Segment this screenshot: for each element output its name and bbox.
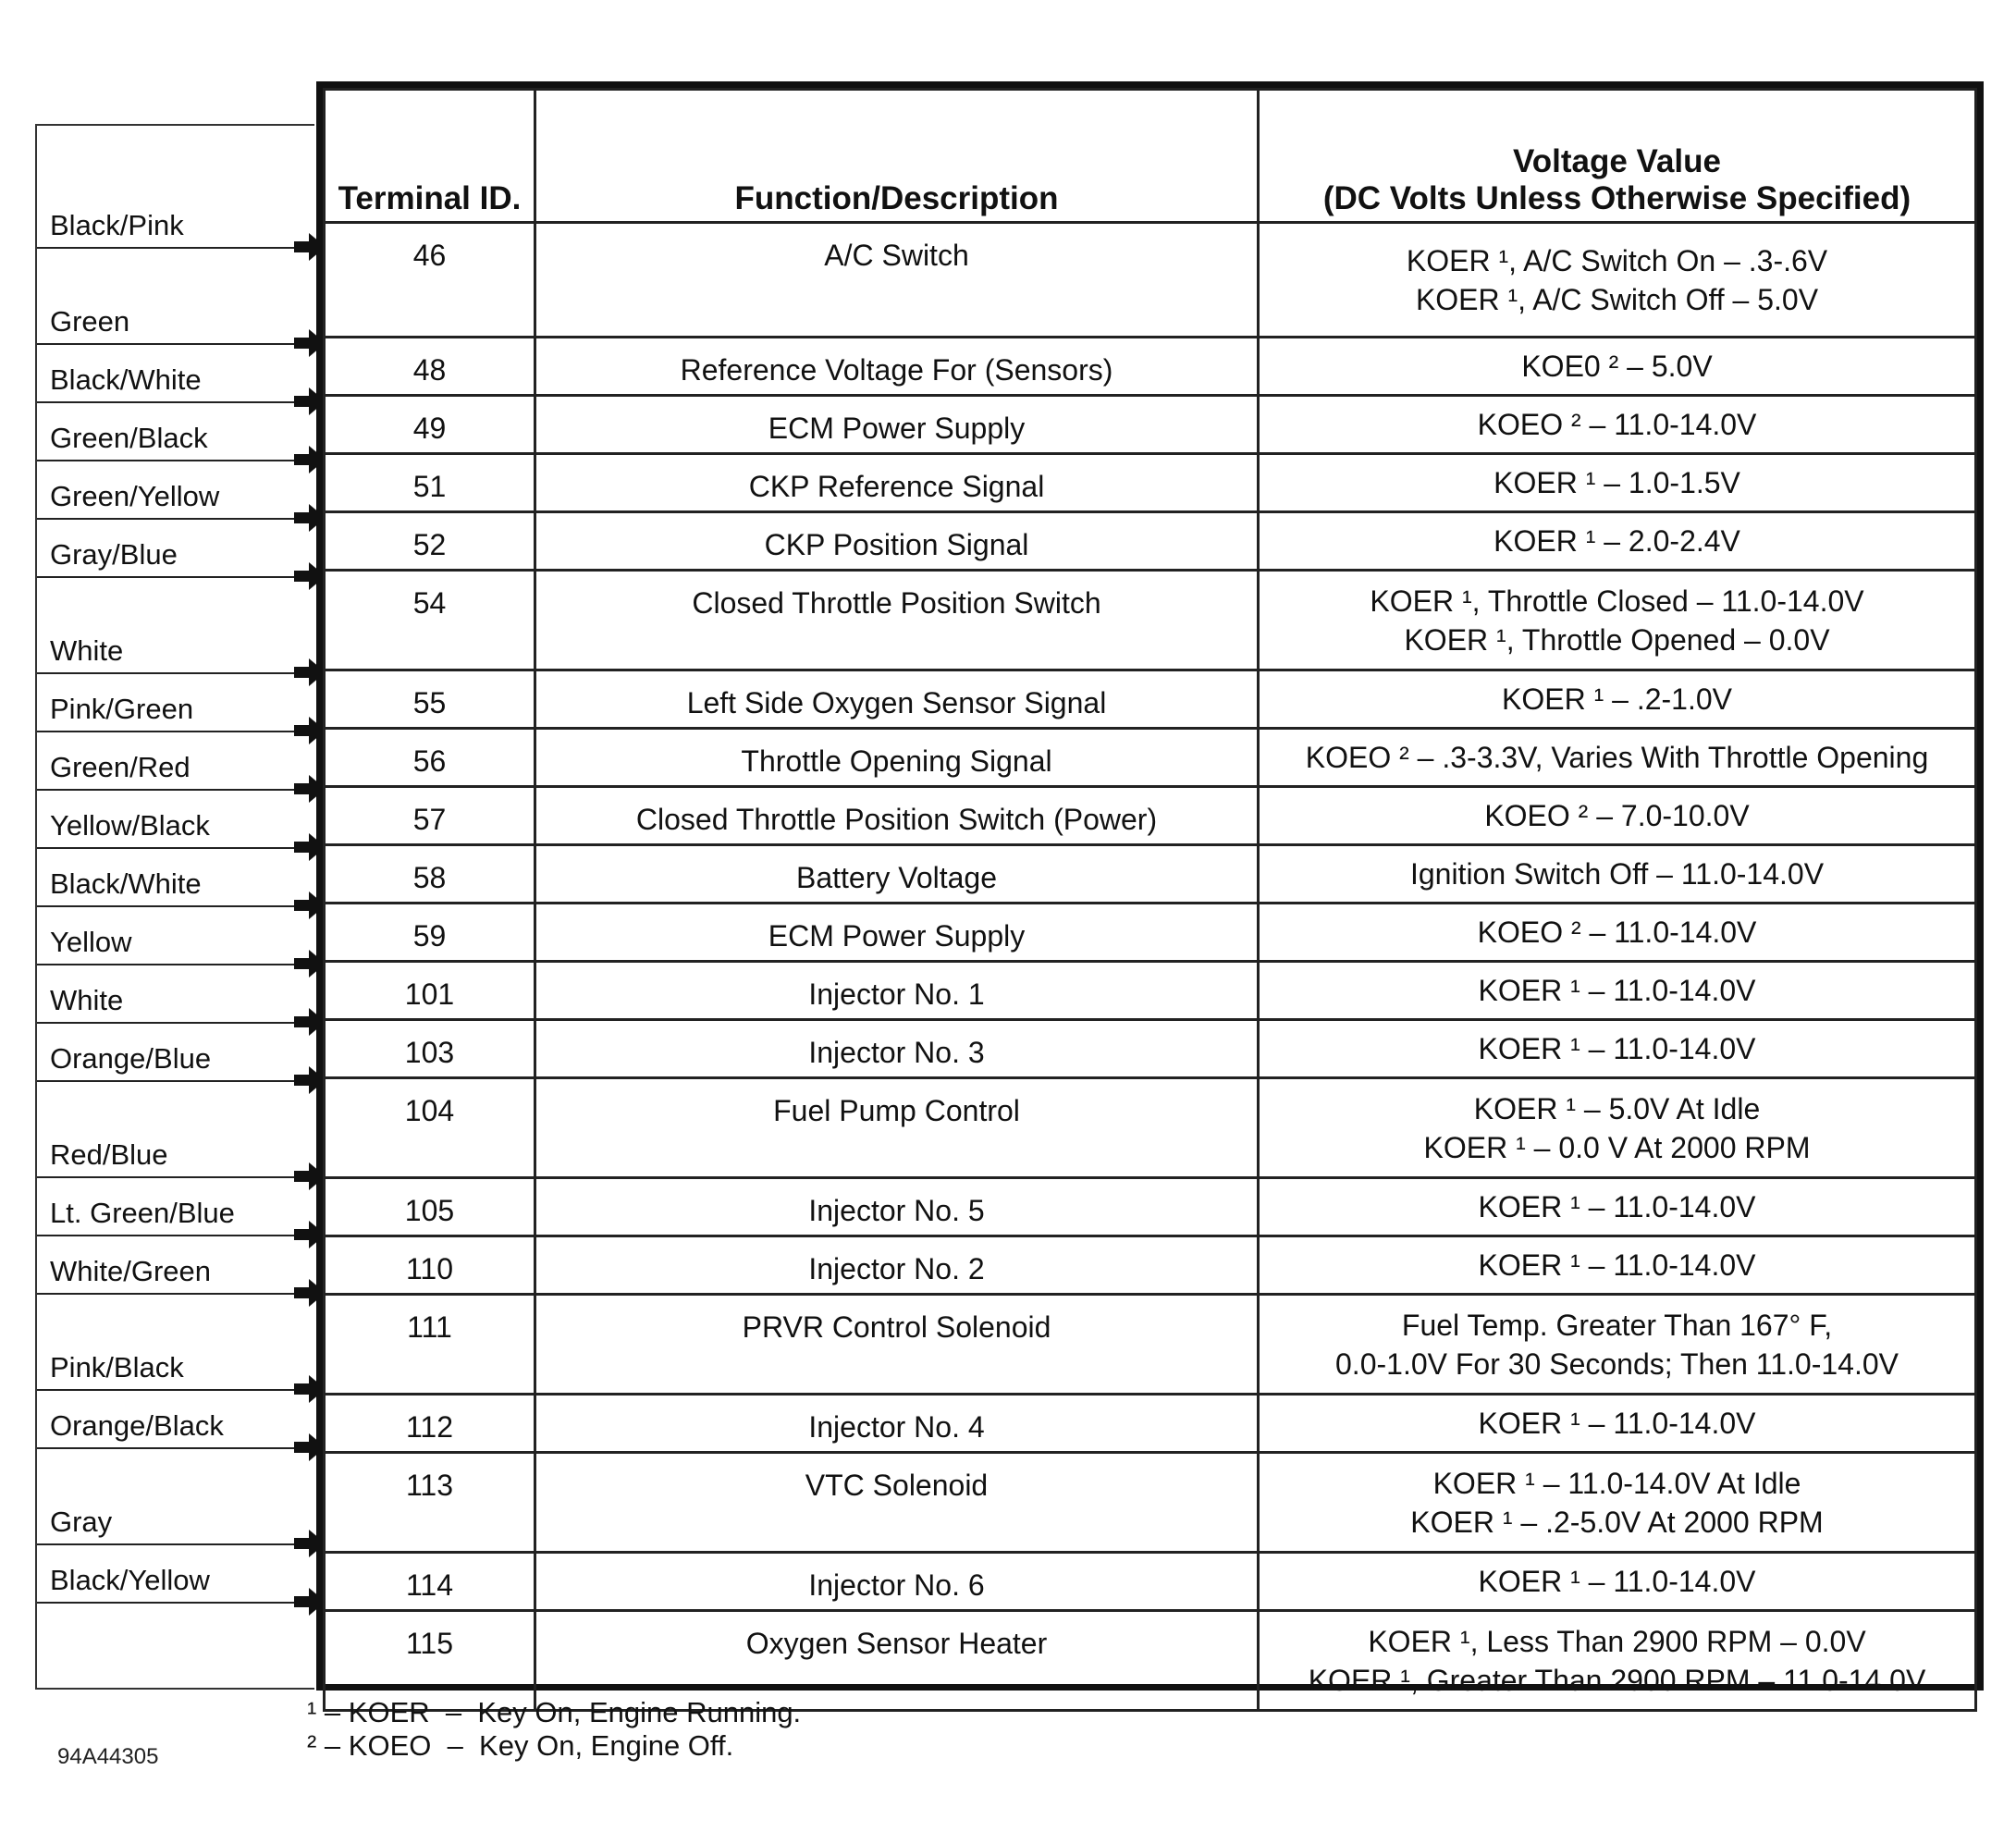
wire-line	[37, 672, 294, 674]
table-row	[325, 1178, 1976, 1236]
wire-color-row	[37, 305, 314, 344]
function-cell: Injector No. 6	[535, 1553, 1259, 1611]
table-row	[325, 787, 1976, 845]
wire-line	[37, 1176, 294, 1178]
function-cell: Oxygen Sensor Heater	[535, 1611, 1259, 1711]
wire-line	[37, 460, 294, 461]
function-cell: Battery Voltage	[535, 845, 1259, 904]
wire-line	[37, 576, 294, 578]
terminal-id-cell: 104	[325, 1078, 535, 1178]
function-cell: Fuel Pump Control	[535, 1078, 1259, 1178]
wire-color-row	[37, 809, 314, 848]
voltage-cell	[1259, 454, 1976, 512]
voltage-line: KOER ¹, Throttle Closed – 11.0-14.0V	[1370, 584, 1864, 618]
voltage-line: Fuel Temp. Greater Than 167° F,	[1401, 1308, 1833, 1342]
wire-color-row	[37, 751, 314, 790]
wire-line	[37, 1602, 294, 1604]
wire-color-label: Black/White	[50, 867, 202, 900]
wire-line	[37, 1447, 294, 1449]
voltage-line: KOER ¹ – 11.0-14.0V	[1478, 1032, 1756, 1065]
voltage-line: Ignition Switch Off – 11.0-14.0V	[1409, 857, 1825, 891]
voltage-cell	[1259, 729, 1976, 787]
voltage-line: KOEO ² – 11.0-14.0V	[1477, 408, 1757, 441]
terminal-id-cell: 114	[325, 1553, 535, 1611]
figure-id: 94A44305	[57, 1744, 159, 1769]
terminal-id-cell: 55	[325, 670, 535, 729]
voltage-line: KOER ¹, Throttle Opened – 0.0V	[1404, 622, 1830, 657]
wire-color-label: Orange/Black	[50, 1409, 224, 1442]
table-row	[325, 512, 1976, 571]
terminal-id-cell: 56	[325, 729, 535, 787]
wire-color-row	[37, 209, 314, 248]
terminal-id-cell: 115	[325, 1611, 535, 1711]
voltage-cell	[1259, 670, 1976, 729]
function-cell: A/C Switch	[535, 223, 1259, 338]
wire-color-label: Gray/Blue	[50, 538, 178, 571]
voltage-line: KOER ¹ – 11.0-14.0V	[1478, 1248, 1756, 1282]
table-row	[325, 1553, 1976, 1611]
wire-line	[37, 731, 294, 732]
voltage-line: KOER ¹ – 11.0-14.0V	[1478, 1565, 1756, 1598]
wire-color-label: Yellow	[50, 926, 132, 958]
table-row	[325, 1020, 1976, 1078]
voltage-cell	[1259, 396, 1976, 454]
terminal-id-cell: 58	[325, 845, 535, 904]
wire-color-row	[37, 984, 314, 1023]
voltage-line: 0.0-1.0V For 30 Seconds; Then 11.0-14.0V	[1335, 1346, 1899, 1381]
wire-color-label: Green/Black	[50, 422, 208, 454]
wire-color-label: Yellow/Black	[50, 809, 210, 842]
footnote-koeo: ² – KOEO – Key On, Engine Off.	[307, 1729, 734, 1762]
terminal-id-cell: 112	[325, 1395, 535, 1453]
wire-color-label: Gray	[50, 1506, 113, 1538]
wire-line	[37, 1235, 294, 1236]
function-cell: Reference Voltage For (Sensors)	[535, 338, 1259, 396]
wire-color-row	[37, 1351, 314, 1390]
wire-line	[37, 847, 294, 849]
table-row	[325, 1236, 1976, 1295]
voltage-cell	[1259, 1078, 1976, 1178]
wire-color-label: Black/Yellow	[50, 1564, 210, 1596]
table-row	[325, 670, 1976, 729]
terminal-id-cell: 111	[325, 1295, 535, 1395]
voltage-cell	[1259, 512, 1976, 571]
terminal-id-cell: 49	[325, 396, 535, 454]
wire-color-label: Green/Red	[50, 751, 191, 783]
voltage-cell	[1259, 1395, 1976, 1453]
voltage-line: KOER ¹, Less Than 2900 RPM – 0.0V	[1368, 1624, 1866, 1658]
voltage-line: KOER ¹ – 11.0-14.0V	[1478, 1407, 1756, 1440]
terminal-id-cell: 48	[325, 338, 535, 396]
wire-color-label: White/Green	[50, 1255, 212, 1287]
voltage-line: KOER ¹ – 11.0-14.0V	[1478, 974, 1756, 1007]
header-voltage	[1259, 90, 1976, 223]
wire-line	[37, 1080, 294, 1082]
footnotes	[307, 1696, 801, 1763]
wire-color-label: Green	[50, 305, 130, 338]
header-terminal-id: Terminal ID.	[325, 90, 535, 223]
wire-color-label: Pink/Black	[50, 1351, 184, 1383]
function-cell: VTC Solenoid	[535, 1453, 1259, 1553]
voltage-line: KOEO ² – 7.0-10.0V	[1484, 799, 1750, 832]
wire-color-label: Green/Yellow	[50, 480, 220, 512]
terminal-id-cell: 105	[325, 1178, 535, 1236]
voltage-line: KOE0 ² – 5.0V	[1521, 350, 1713, 383]
voltage-cell	[1259, 904, 1976, 962]
voltage-cell	[1259, 338, 1976, 396]
wire-line	[37, 401, 294, 403]
wire-color-row	[37, 1138, 314, 1177]
table-row	[325, 1078, 1976, 1178]
header-voltage-line1: Voltage Value	[1513, 143, 1721, 179]
wire-color-row	[37, 363, 314, 402]
function-cell: Injector No. 2	[535, 1236, 1259, 1295]
table-row	[325, 223, 1976, 338]
function-cell: CKP Position Signal	[535, 512, 1259, 571]
header-voltage-line2: (DC Volts Unless Otherwise Specified)	[1322, 180, 1912, 216]
wire-color-label: Red/Blue	[50, 1138, 168, 1171]
function-cell: Injector No. 1	[535, 962, 1259, 1020]
terminal-id-cell: 54	[325, 571, 535, 670]
footnote-koer: ¹ – KOER – Key On, Engine Running.	[307, 1696, 802, 1728]
voltage-line: KOER ¹ – 0.0 V At 2000 RPM	[1423, 1130, 1811, 1164]
voltage-cell	[1259, 1553, 1976, 1611]
wire-color-row	[37, 926, 314, 965]
terminal-id-cell: 57	[325, 787, 535, 845]
voltage-cell	[1259, 1178, 1976, 1236]
wire-color-row	[37, 1042, 314, 1081]
voltage-cell	[1259, 1295, 1976, 1395]
voltage-line: KOER ¹, A/C Switch On – .3-.6V	[1406, 243, 1828, 277]
terminal-id-cell: 59	[325, 904, 535, 962]
voltage-line: KOER ¹ – 1.0-1.5V	[1494, 466, 1740, 499]
wire-color-row	[37, 538, 314, 577]
wire-color-row	[37, 1197, 314, 1236]
function-cell: ECM Power Supply	[535, 396, 1259, 454]
wire-color-row	[37, 867, 314, 906]
wire-color-row	[37, 1255, 314, 1294]
terminal-id-cell: 110	[325, 1236, 535, 1295]
terminal-id-cell: 103	[325, 1020, 535, 1078]
wire-color-label: Black/Pink	[50, 209, 184, 241]
wire-line	[37, 964, 294, 965]
table-row	[325, 571, 1976, 670]
function-cell: Injector No. 3	[535, 1020, 1259, 1078]
wire-line	[37, 905, 294, 907]
wire-line	[37, 518, 294, 520]
voltage-line: KOEO ² – .3-3.3V, Varies With Throttle Opening	[1305, 741, 1929, 774]
voltage-cell	[1259, 1236, 1976, 1295]
table-row	[325, 1453, 1976, 1553]
wire-color-row	[37, 1564, 314, 1603]
table-row	[325, 396, 1976, 454]
wire-color-row	[37, 1409, 314, 1448]
function-cell: Injector No. 4	[535, 1395, 1259, 1453]
terminal-voltage-table	[323, 88, 1977, 1712]
voltage-cell	[1259, 1453, 1976, 1553]
voltage-cell	[1259, 1611, 1976, 1711]
function-cell: Left Side Oxygen Sensor Signal	[535, 670, 1259, 729]
voltage-cell	[1259, 787, 1976, 845]
voltage-line: KOER ¹ – .2-5.0V At 2000 RPM	[1410, 1505, 1824, 1539]
terminal-id-cell: 113	[325, 1453, 535, 1553]
table-row	[325, 1295, 1976, 1395]
voltage-line: KOER ¹ – 2.0-2.4V	[1494, 524, 1740, 558]
wire-line	[37, 1389, 294, 1391]
wire-color-label: Black/White	[50, 363, 202, 396]
table-row	[325, 962, 1976, 1020]
wire-color-label: Orange/Blue	[50, 1042, 212, 1075]
function-cell: Closed Throttle Position Switch (Power)	[535, 787, 1259, 845]
wire-color-row	[37, 693, 314, 732]
voltage-cell	[1259, 845, 1976, 904]
wire-line	[37, 1022, 294, 1024]
terminal-id-cell: 51	[325, 454, 535, 512]
function-cell: PRVR Control Solenoid	[535, 1295, 1259, 1395]
voltage-line: KOER ¹, A/C Switch Off – 5.0V	[1415, 282, 1819, 316]
voltage-line: KOER ¹, Greater Than 2900 RPM – 11.0-14.0V	[1308, 1663, 1926, 1697]
header-function: Function/Description	[535, 90, 1259, 223]
function-cell: ECM Power Supply	[535, 904, 1259, 962]
table-row	[325, 454, 1976, 512]
wire-color-label: Lt. Green/Blue	[50, 1197, 235, 1229]
wire-color-row	[37, 634, 314, 673]
terminal-id-cell: 52	[325, 512, 535, 571]
table-row	[325, 904, 1976, 962]
table-row	[325, 845, 1976, 904]
function-cell: Closed Throttle Position Switch	[535, 571, 1259, 670]
voltage-cell	[1259, 571, 1976, 670]
function-cell: Injector No. 5	[535, 1178, 1259, 1236]
wire-line	[37, 247, 294, 249]
voltage-cell	[1259, 962, 1976, 1020]
function-cell: CKP Reference Signal	[535, 454, 1259, 512]
wire-line	[37, 1543, 294, 1545]
wire-color-panel	[35, 124, 314, 1690]
wire-color-label: White	[50, 634, 124, 667]
wire-color-row	[37, 1506, 314, 1544]
voltage-cell	[1259, 223, 1976, 338]
voltage-line: KOER ¹ – 5.0V At Idle	[1473, 1091, 1761, 1125]
wire-line	[37, 343, 294, 345]
table-row	[325, 729, 1976, 787]
table-row	[325, 1395, 1976, 1453]
wire-color-row	[37, 422, 314, 461]
voltage-line: KOER ¹ – 11.0-14.0V At Idle	[1432, 1466, 1801, 1500]
wire-color-label: White	[50, 984, 124, 1016]
voltage-line: KOER ¹ – 11.0-14.0V	[1478, 1190, 1756, 1223]
voltage-line: KOEO ² – 11.0-14.0V	[1477, 916, 1757, 949]
table-row	[325, 338, 1976, 396]
function-cell: Throttle Opening Signal	[535, 729, 1259, 787]
terminal-id-cell: 101	[325, 962, 535, 1020]
table-header-row	[325, 90, 1976, 223]
terminal-id-cell: 46	[325, 223, 535, 338]
wire-line	[37, 1293, 294, 1295]
wire-color-label: Pink/Green	[50, 693, 194, 725]
table-frame	[316, 81, 1984, 1697]
wire-line	[37, 789, 294, 791]
voltage-line: KOER ¹ – .2-1.0V	[1502, 682, 1732, 716]
wire-color-row	[37, 480, 314, 519]
voltage-cell	[1259, 1020, 1976, 1078]
